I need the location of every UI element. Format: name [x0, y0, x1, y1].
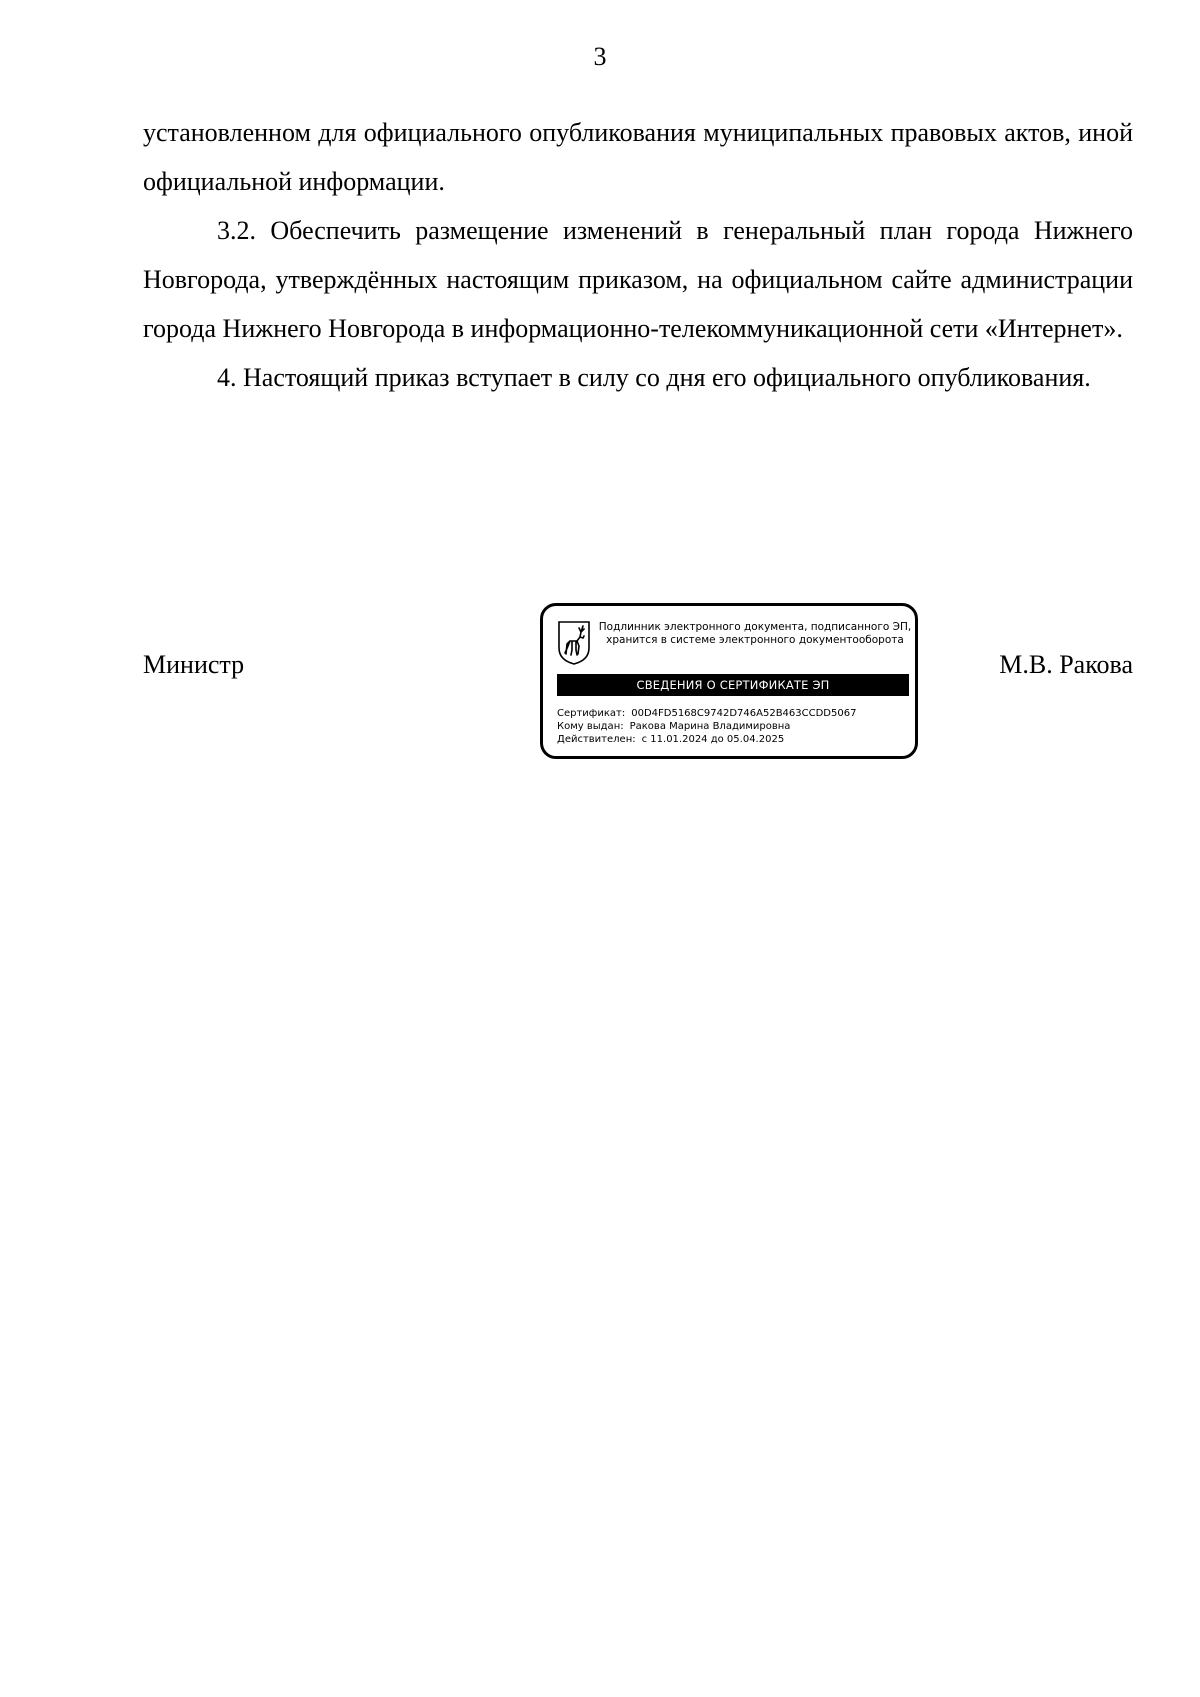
stamp-header [597, 621, 913, 647]
signatory-position: Министр [143, 650, 245, 679]
issued-to-value: Ракова Марина Владимировна [629, 721, 791, 732]
certificate-value: 00D4FD5168C9742D746A52B463CCDD5067 [631, 708, 857, 719]
document-body [143, 108, 1133, 402]
signer-name: М.В. Ракова [999, 650, 1133, 679]
validity-row [557, 733, 913, 746]
electronic-signature-stamp [540, 603, 918, 759]
validity-value: с 11.01.2024 до 05.04.2025 [641, 734, 785, 745]
certificate-info-title: СВЕДЕНИЯ О СЕРТИФИКАТЕ ЭП [557, 674, 909, 696]
nizhny-novgorod-deer-emblem-icon [557, 620, 591, 666]
validity-label: Действителен: [557, 734, 636, 745]
certificate-label: Сертификат: [557, 708, 626, 719]
certificate-details [557, 707, 913, 746]
issued-to-row [557, 720, 913, 733]
paragraph-4: 4. Настоящий приказ вступает в силу со дня его официального опубликования. [217, 363, 1091, 392]
paragraph-3-2: 3.2. Обеспечить размещение изменений в генеральный план города Нижнего Новгорода, утверждённых настоящим приказом, на официальном сайте администрации города Нижнего Новгорода в информационно-телекоммуникационной сети «Интернет». [143, 216, 1133, 343]
paragraph-continuation: установленном для официального опубликования муниципальных правовых актов, иной официальной информации. [143, 118, 1133, 196]
page-number: 3 [593, 42, 607, 71]
issued-to-label: Кому выдан: [557, 721, 624, 732]
stamp-header-line-1: Подлинник электронного документа, подписанного ЭП, [598, 621, 912, 633]
stamp-header-line-2: хранится в системе электронного документооборота [606, 634, 904, 646]
certificate-row [557, 707, 913, 720]
